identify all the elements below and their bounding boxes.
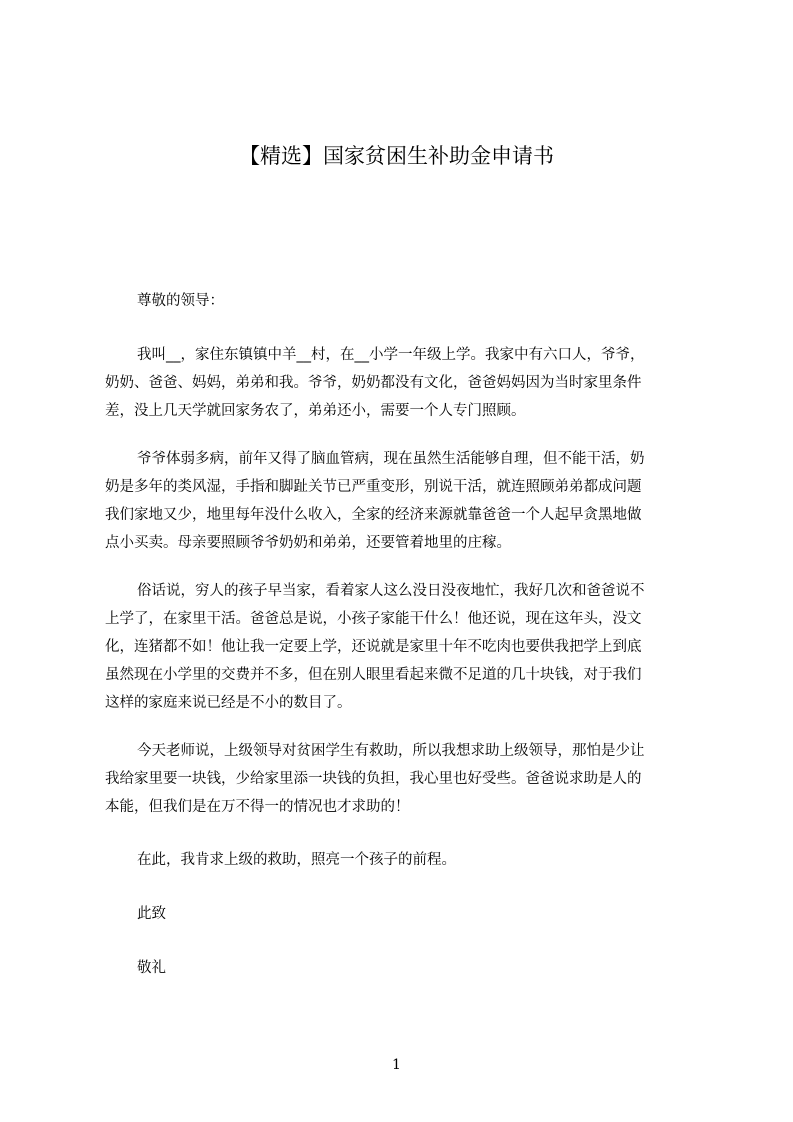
paragraph-3-line-2: 上学了，在家里干活。爸爸总是说，小孩子家能干什么！他还说，现在这年头，没文 <box>105 611 642 627</box>
paragraph-2 <box>105 445 700 557</box>
paragraph-1 <box>105 341 700 425</box>
closing-2-text: 敬礼 <box>137 960 166 976</box>
paragraph-2-line-4: 点小买卖。母亲要照顾爷爷奶奶和弟弟，还要管着地里的庄稼。 <box>105 535 511 551</box>
paragraph-4-line-3: 本能，但我们是在万不得一的情况也才求助的！ <box>105 799 410 815</box>
paragraph-4-line-1: 今天老师说，上级领导对贫困学生有救助，所以我想求助上级领导，那怕是少让 <box>137 743 645 759</box>
paragraph-4-line-2: 我给家里要一块钱，少给家里添一块钱的负担，我心里也好受些。爸爸说求助是人的 <box>105 771 642 787</box>
closing-paragraph-text: 在此，我肯求上级的救助，照亮一个孩子的前程。 <box>137 852 456 868</box>
salutation-text: 尊敬的领导： <box>137 293 224 309</box>
paragraph-2-line-3: 我们家地又少，地里每年没什么收入，全家的经济来源就靠爸爸一个人起早贪黑地做 <box>105 507 642 523</box>
paragraph-4 <box>105 737 700 821</box>
paragraph-1-line-2: 奶奶、爸爸、妈妈，弟弟和我。爷爷，奶奶都没有文化，爸爸妈妈因为当时家里条件 <box>105 375 642 391</box>
paragraph-2-line-1: 爷爷体弱多病，前年又得了脑血管病，现在虽然生活能够自理，但不能干活，奶 <box>137 451 645 467</box>
paragraph-3-line-4: 虽然现在小学里的交费并不多，但在别人眼里看起来微不足道的几十块钱，对于我们 <box>105 667 642 683</box>
salutation <box>105 287 700 315</box>
paragraph-1-line-3: 差，没上几天学就回家务农了，弟弟还小，需要一个人专门照顾。 <box>105 403 526 419</box>
paragraph-2-line-2: 奶是多年的类风湿，手指和脚趾关节已严重变形，别说干活，就连照顾弟弟都成问题 <box>105 479 642 495</box>
paragraph-3-line-1: 俗话说，穷人的孩子早当家，看着家人这么没日没夜地忙，我好几次和爸爸说不 <box>137 583 645 599</box>
paragraph-3 <box>105 577 700 717</box>
closing-2 <box>105 954 700 982</box>
document-title: 【精选】国家贫困生补助金申请书 <box>239 144 554 168</box>
closing-paragraph <box>105 846 700 874</box>
closing-1-text: 此致 <box>137 906 166 922</box>
paragraph-3-line-3: 化，连猪都不如！他让我一定要上学，还说就是家里十年不吃肉也要供我把学上到底 <box>105 639 642 655</box>
paragraph-1-line-1: 我叫__，家住东镇镇中羊__村，在__小学一年级上学。我家中有六口人，爷爷， <box>137 347 645 363</box>
page-number: 1 <box>392 1057 401 1073</box>
paragraph-3-line-5: 这样的家庭来说已经是不小的数目了。 <box>105 695 352 711</box>
closing-1 <box>105 900 700 928</box>
